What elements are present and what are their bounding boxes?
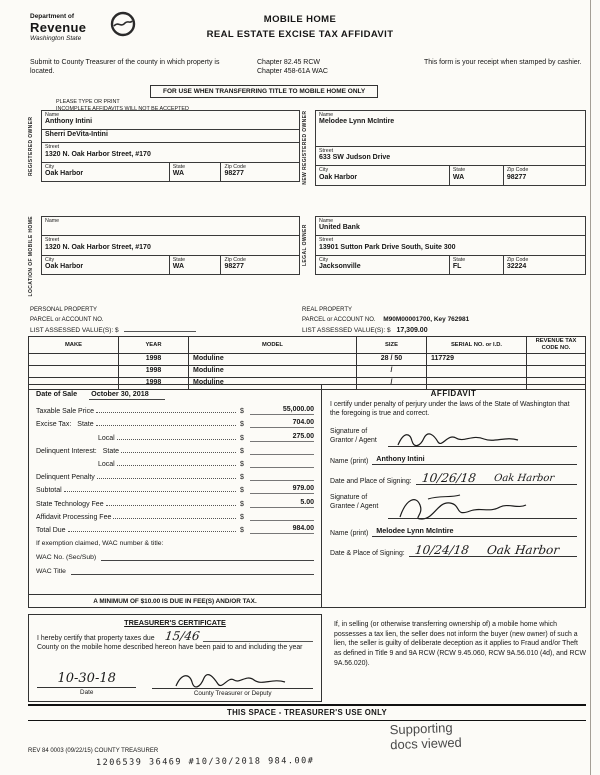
minimum-due-note: A MINIMUM OF $10.00 IS DUE IN FEE(S) AND/OR TAX. — [29, 594, 321, 607]
currency-symbol: $ — [240, 460, 244, 468]
mobile-home-table — [28, 336, 586, 390]
grantee-signature-line — [388, 494, 577, 519]
state-label: State — [172, 163, 186, 170]
real-property-assessed-value: 17,309.00 — [396, 326, 468, 339]
signature-of-label: Signature of — [330, 427, 368, 435]
legal-owner-city: Jacksonville — [319, 263, 361, 271]
grantor-agent-label: Grantor / Agent — [330, 436, 377, 444]
state-label: State — [452, 256, 466, 263]
wac-title-label: WAC Title — [36, 567, 66, 575]
new-registered-owner-state: WA — [452, 173, 465, 181]
fee-prefix: Delinquent Interest: — [36, 447, 97, 455]
grantor-date-place-row — [330, 472, 577, 485]
wac-number-blank — [101, 560, 314, 561]
registered-owner-name-1: Anthony Intini — [45, 118, 93, 126]
legal-owner-state-field — [449, 255, 504, 275]
note-line1: Supporting — [389, 720, 453, 738]
fee-line-delinquent-penalty — [36, 468, 314, 481]
new-registered-owner-street: 633 SW Judson Drive — [319, 154, 391, 162]
street-label: Street — [319, 148, 334, 154]
currency-symbol: $ — [240, 434, 244, 442]
grantee-printed-name: Melodee Lynn McIntire — [376, 525, 454, 535]
fee-amount: 5.00 — [250, 499, 314, 508]
legal-owner-vertical-label: LEGAL OWNER — [302, 224, 308, 267]
name-label: Name — [45, 218, 60, 224]
table-header-size: SIZE — [357, 337, 427, 354]
logo-dept-text: Department of — [30, 13, 75, 20]
currency-symbol: $ — [240, 500, 244, 508]
new-registered-owner-vertical-label: NEW REGISTERED OWNER — [302, 110, 308, 185]
dot-leader — [113, 517, 236, 519]
treasurer-blank-line — [203, 641, 313, 642]
treasurer-date-label: Date — [80, 689, 94, 696]
fee-amount: 704.00 — [250, 419, 314, 428]
dor-seal-icon — [110, 11, 136, 37]
dot-leader — [96, 424, 236, 426]
registered-owner-zip-field — [220, 162, 300, 182]
location-state-field — [169, 255, 222, 275]
street-label: Street — [45, 144, 60, 151]
fee-label: State — [77, 421, 94, 429]
date-of-sale-label: Date of Sale — [36, 389, 78, 398]
grantor-printed-name: Anthony Intini — [376, 453, 425, 463]
print-note-line1: PLEASE TYPE OR PRINT — [56, 99, 120, 105]
fee-label: Local — [98, 434, 115, 442]
supporting-docs-handwritten-note — [390, 721, 463, 753]
personal-property-parcel-label: PARCEL or ACCOUNT NO. — [30, 317, 104, 323]
table-row-size: 28 / 50 — [357, 354, 427, 366]
fee-label: Delinquent Penalty — [36, 474, 95, 482]
fee-label: Local — [98, 460, 115, 468]
location-zip-field — [220, 255, 300, 275]
real-property-section — [302, 306, 586, 339]
grantor-signature — [394, 429, 524, 451]
city-label: City — [45, 163, 55, 170]
note-line2: docs viewed — [389, 734, 463, 753]
dot-leader — [106, 504, 236, 506]
zip-label: Zip Code — [506, 256, 529, 263]
table-row-model: Moduline — [189, 378, 357, 390]
date-of-sale-value: October 30, 2018 — [89, 389, 165, 400]
grantee-date-place-label: Date & Place of Signing: — [330, 549, 405, 557]
registered-owner-section — [28, 110, 300, 182]
fee-line-taxable-sale-price — [36, 402, 314, 415]
state-label: State — [452, 167, 466, 174]
table-header-make: MAKE — [29, 337, 119, 354]
table-row-model: Moduline — [189, 354, 357, 366]
registered-owner-name-2: Sherri DeVita-Intini — [45, 131, 108, 139]
grantee-signature — [394, 493, 534, 523]
legal-owner-zip-field — [503, 255, 586, 275]
treasurer-certify-line1: I hereby certify that property taxes due — [37, 635, 155, 642]
wac-title-blank — [71, 574, 314, 575]
grantor-signing-date-handwritten: 10/26/18 — [420, 470, 477, 485]
legal-owner-zip: 32224 — [506, 263, 527, 271]
registered-owner-state: WA — [172, 170, 185, 178]
location-city-field — [41, 255, 170, 275]
legal-owner-section — [302, 216, 586, 275]
personal-property-section — [30, 306, 298, 336]
table-row-make — [29, 366, 119, 378]
fee-line-excise-local — [36, 428, 314, 441]
wac-number-label: WAC No. (Sec/Sub) — [36, 553, 97, 561]
table-row-year: 1998 — [119, 354, 189, 366]
submit-instruction: Submit to County Treasurer of the county in which property is located. — [30, 59, 220, 76]
chapter-rcw: Chapter 82.45 RCW — [257, 59, 321, 66]
grantee-signing-date-handwritten: 10/24/18 — [413, 542, 470, 557]
chapter-wac: Chapter 458-61A WAC — [257, 68, 328, 76]
zip-label: Zip Code — [506, 167, 529, 174]
table-row-serial — [427, 366, 527, 378]
dot-leader — [117, 438, 236, 440]
name-label: Name — [45, 112, 60, 118]
affidavit-section — [321, 384, 586, 608]
name-print-label: Name (print) — [330, 529, 369, 537]
cashier-receipt-stamp: 1206539 36469 #10/30/2018 984.00# — [95, 756, 315, 768]
location-vertical-label: LOCATION OF MOBILE HOME — [28, 216, 34, 297]
legal-owner-city-field — [315, 255, 450, 275]
location-of-mobile-home-section — [28, 216, 300, 297]
logo-state-text: Washington State — [30, 35, 82, 42]
real-property-assessed-label: LIST ASSESSED VALUE(S): $ — [302, 327, 391, 334]
grantee-signing-place-handwritten: Oak Harbor — [485, 542, 560, 557]
dot-leader — [117, 464, 236, 466]
city-label: City — [45, 256, 55, 263]
table-row-year: 1998 — [119, 366, 189, 378]
legal-owner-name: United Bank — [319, 224, 360, 232]
grantor-signature-row — [330, 428, 577, 447]
fee-amount: 979.00 — [250, 485, 314, 494]
legal-owner-street: 13901 Sutton Park Drive South, Suite 300 — [319, 243, 456, 251]
table-header-serial: SERIAL NO. or I.D. — [427, 337, 527, 354]
table-row-code — [527, 366, 586, 378]
fee-line-affidavit-processing-fee — [36, 508, 314, 521]
fee-line-total-due — [36, 521, 314, 534]
fee-amount: 275.00 — [250, 433, 314, 442]
fee-amount: 55,000.00 — [250, 406, 314, 415]
dot-leader — [64, 490, 236, 492]
use-only-banner: FOR USE WHEN TRANSFERRING TITLE TO MOBILE HOME ONLY — [150, 85, 378, 98]
grantor-signing-place-handwritten: Oak Harbor — [492, 472, 555, 484]
grantor-name-row — [330, 454, 577, 465]
treasurer-deputy-label: County Treasurer or Deputy — [193, 690, 272, 697]
zip-label: Zip Code — [224, 163, 246, 170]
treasurer-certificate-title: TREASURER'S CERTIFICATE — [124, 618, 226, 627]
new-registered-owner-name: Melodee Lynn McIntire — [319, 118, 395, 126]
treasurer-certify-line2: County on the mobile home described hereon have been paid to and including the year — [37, 644, 303, 651]
table-row-model: Moduline — [189, 366, 357, 378]
new-registered-owner-state-field — [449, 165, 504, 185]
legal-owner-street-field — [315, 235, 586, 255]
zip-label: Zip Code — [224, 256, 246, 263]
city-label: City — [319, 167, 329, 174]
form-title-line2: REAL ESTATE EXCISE TAX AFFIDAVIT — [206, 29, 394, 41]
fee-line-delinquent-interest-local — [36, 455, 314, 468]
table-row-make — [29, 354, 119, 366]
table-row-serial: 117729 — [427, 354, 527, 366]
scan-edge-line — [590, 0, 591, 775]
dot-leader — [96, 411, 236, 413]
registered-owner-zip: 98277 — [224, 170, 244, 178]
tax-lien-warning-text: If, in selling (or otherwise transferring ownership of) a mobile home which possesses a tax lien, the seller does not inform the buyer (new owner) of such a lien, the seller is guilty of deliberate deception as it applies to Fraud and/or Theft as defined in Title 9 and 9A RCW (RCW 9.45.060, RCW 9A.56.010 (4d), and RCW 9A.56.020). — [334, 621, 587, 667]
fee-amount: 984.00 — [250, 525, 314, 534]
currency-symbol: $ — [240, 421, 244, 429]
grantor-signature-line — [388, 428, 577, 447]
fee-label: State Technology Fee — [36, 500, 104, 508]
treasurer-signature-column — [152, 669, 313, 697]
fee-label: Subtotal — [36, 487, 62, 495]
registered-owner-name-field — [41, 110, 300, 130]
name-label: Name — [319, 112, 334, 118]
legal-owner-state: FL — [452, 263, 462, 271]
street-label: Street — [45, 237, 60, 244]
form-revision-number: REV 84 0003 (09/22/15) COUNTY TREASURER — [28, 748, 159, 754]
table-row-size: / — [357, 378, 427, 390]
registered-owner-vertical-label: REGISTERED OWNER — [28, 116, 34, 176]
currency-symbol: $ — [240, 408, 244, 416]
dot-leader — [68, 530, 236, 532]
grantee-name-row — [330, 526, 577, 537]
exemption-claim-label: If exemption claimed, WAC number & title: — [36, 539, 164, 547]
table-row-code — [527, 354, 586, 366]
table-header-revenue-code: REVENUE TAX CODE NO. — [527, 337, 586, 354]
registered-owner-city: Oak Harbor — [45, 170, 84, 178]
new-registered-owner-city: Oak Harbor — [319, 173, 358, 181]
currency-symbol: $ — [240, 487, 244, 495]
new-registered-owner-name-field — [315, 110, 586, 147]
fee-label: Total Due — [36, 526, 66, 534]
signature-of-label: Signature of — [330, 493, 368, 501]
treasurer-handwritten-date: 10-30-18 — [57, 671, 116, 686]
receipt-note: This form is your receipt when stamped by cashier. — [424, 59, 582, 66]
personal-property-assessed-value — [124, 330, 196, 332]
new-registered-owner-zip: 98277 — [506, 173, 527, 181]
personal-property-assessed-label: LIST ASSESSED VALUE(S): $ — [30, 327, 119, 334]
location-street: 1320 N. Oak Harbor Street, #170 — [45, 243, 151, 251]
new-registered-owner-zip-field — [503, 165, 586, 185]
location-zip: 98277 — [224, 263, 244, 271]
currency-symbol: $ — [240, 474, 244, 482]
affidavit-title: AFFIDAVIT — [430, 389, 477, 398]
form-title-line1: MOBILE HOME — [263, 14, 337, 25]
fee-line-subtotal — [36, 481, 314, 494]
fee-line-delinquent-interest-state — [36, 442, 314, 455]
treasurer-certificate-section — [28, 614, 322, 702]
new-registered-owner-city-field — [315, 165, 450, 185]
table-header-model: MODEL — [189, 337, 357, 354]
name-label: Name — [319, 218, 334, 224]
registered-owner-street: 1320 N. Oak Harbor Street, #170 — [45, 150, 151, 158]
location-city: Oak Harbor — [45, 263, 84, 271]
table-row-size: / — [357, 366, 427, 378]
real-property-parcel-value: M90M00001700, Key 762981 — [383, 316, 470, 323]
grantee-signature-row — [330, 494, 577, 519]
fee-prefix: Excise Tax: — [36, 421, 72, 429]
dot-leader — [121, 451, 236, 453]
registered-owner-state-field — [169, 162, 222, 182]
legal-owner-name-field — [315, 216, 586, 236]
grantor-date-place-label: Date and Place of Signing: — [330, 477, 412, 485]
city-label: City — [319, 256, 329, 263]
table-row-year: 1998 — [119, 378, 189, 390]
new-registered-owner-street-field — [315, 146, 586, 166]
affidavit-certify-text: I certify under penalty of perjury under the laws of the State of Washington that the foregoing is true and correct. — [330, 401, 570, 418]
registered-owner-city-field — [41, 162, 170, 182]
real-property-parcel-label: PARCEL or ACCOUNT NO. — [302, 317, 376, 323]
name-print-label: Name (print) — [330, 457, 369, 465]
location-street-field — [41, 235, 300, 255]
grantee-agent-label: Grantee / Agent — [330, 502, 379, 510]
personal-property-title: PERSONAL PROPERTY — [30, 307, 98, 313]
treasurer-signature — [173, 669, 293, 691]
form-title — [150, 12, 450, 42]
table-header-year: YEAR — [119, 337, 189, 354]
state-label: State — [172, 256, 186, 263]
location-name-field — [41, 216, 300, 236]
new-registered-owner-section — [302, 110, 586, 186]
logo-revenue-text: Revenue — [30, 20, 87, 35]
fee-label: State — [102, 447, 120, 455]
dor-logo — [30, 13, 160, 42]
treasurer-date-column — [37, 669, 136, 697]
fee-label: Taxable Sale Price — [36, 408, 94, 416]
registered-owner-name-field-2 — [41, 129, 300, 143]
fee-line-state-technology-fee — [36, 494, 314, 507]
chapter-references — [257, 58, 328, 76]
currency-symbol: $ — [240, 526, 244, 534]
currency-symbol: $ — [240, 447, 244, 455]
location-state: WA — [172, 263, 185, 271]
treasurer-handwritten-fraction: 15/46 — [163, 629, 201, 643]
real-property-title: REAL PROPERTY — [302, 307, 353, 313]
currency-symbol: $ — [240, 513, 244, 521]
location-name — [45, 224, 296, 233]
treasurer-use-only-bar: THIS SPACE - TREASURER'S USE ONLY — [28, 704, 586, 721]
fee-line-excise-state — [36, 415, 314, 428]
fee-label: Affidavit Processing Fee — [36, 513, 112, 521]
dot-leader — [97, 477, 236, 479]
street-label: Street — [319, 237, 334, 244]
registered-owner-street-field — [41, 142, 300, 162]
tax-computation-section — [28, 384, 322, 608]
grantee-date-place-row — [330, 544, 577, 557]
